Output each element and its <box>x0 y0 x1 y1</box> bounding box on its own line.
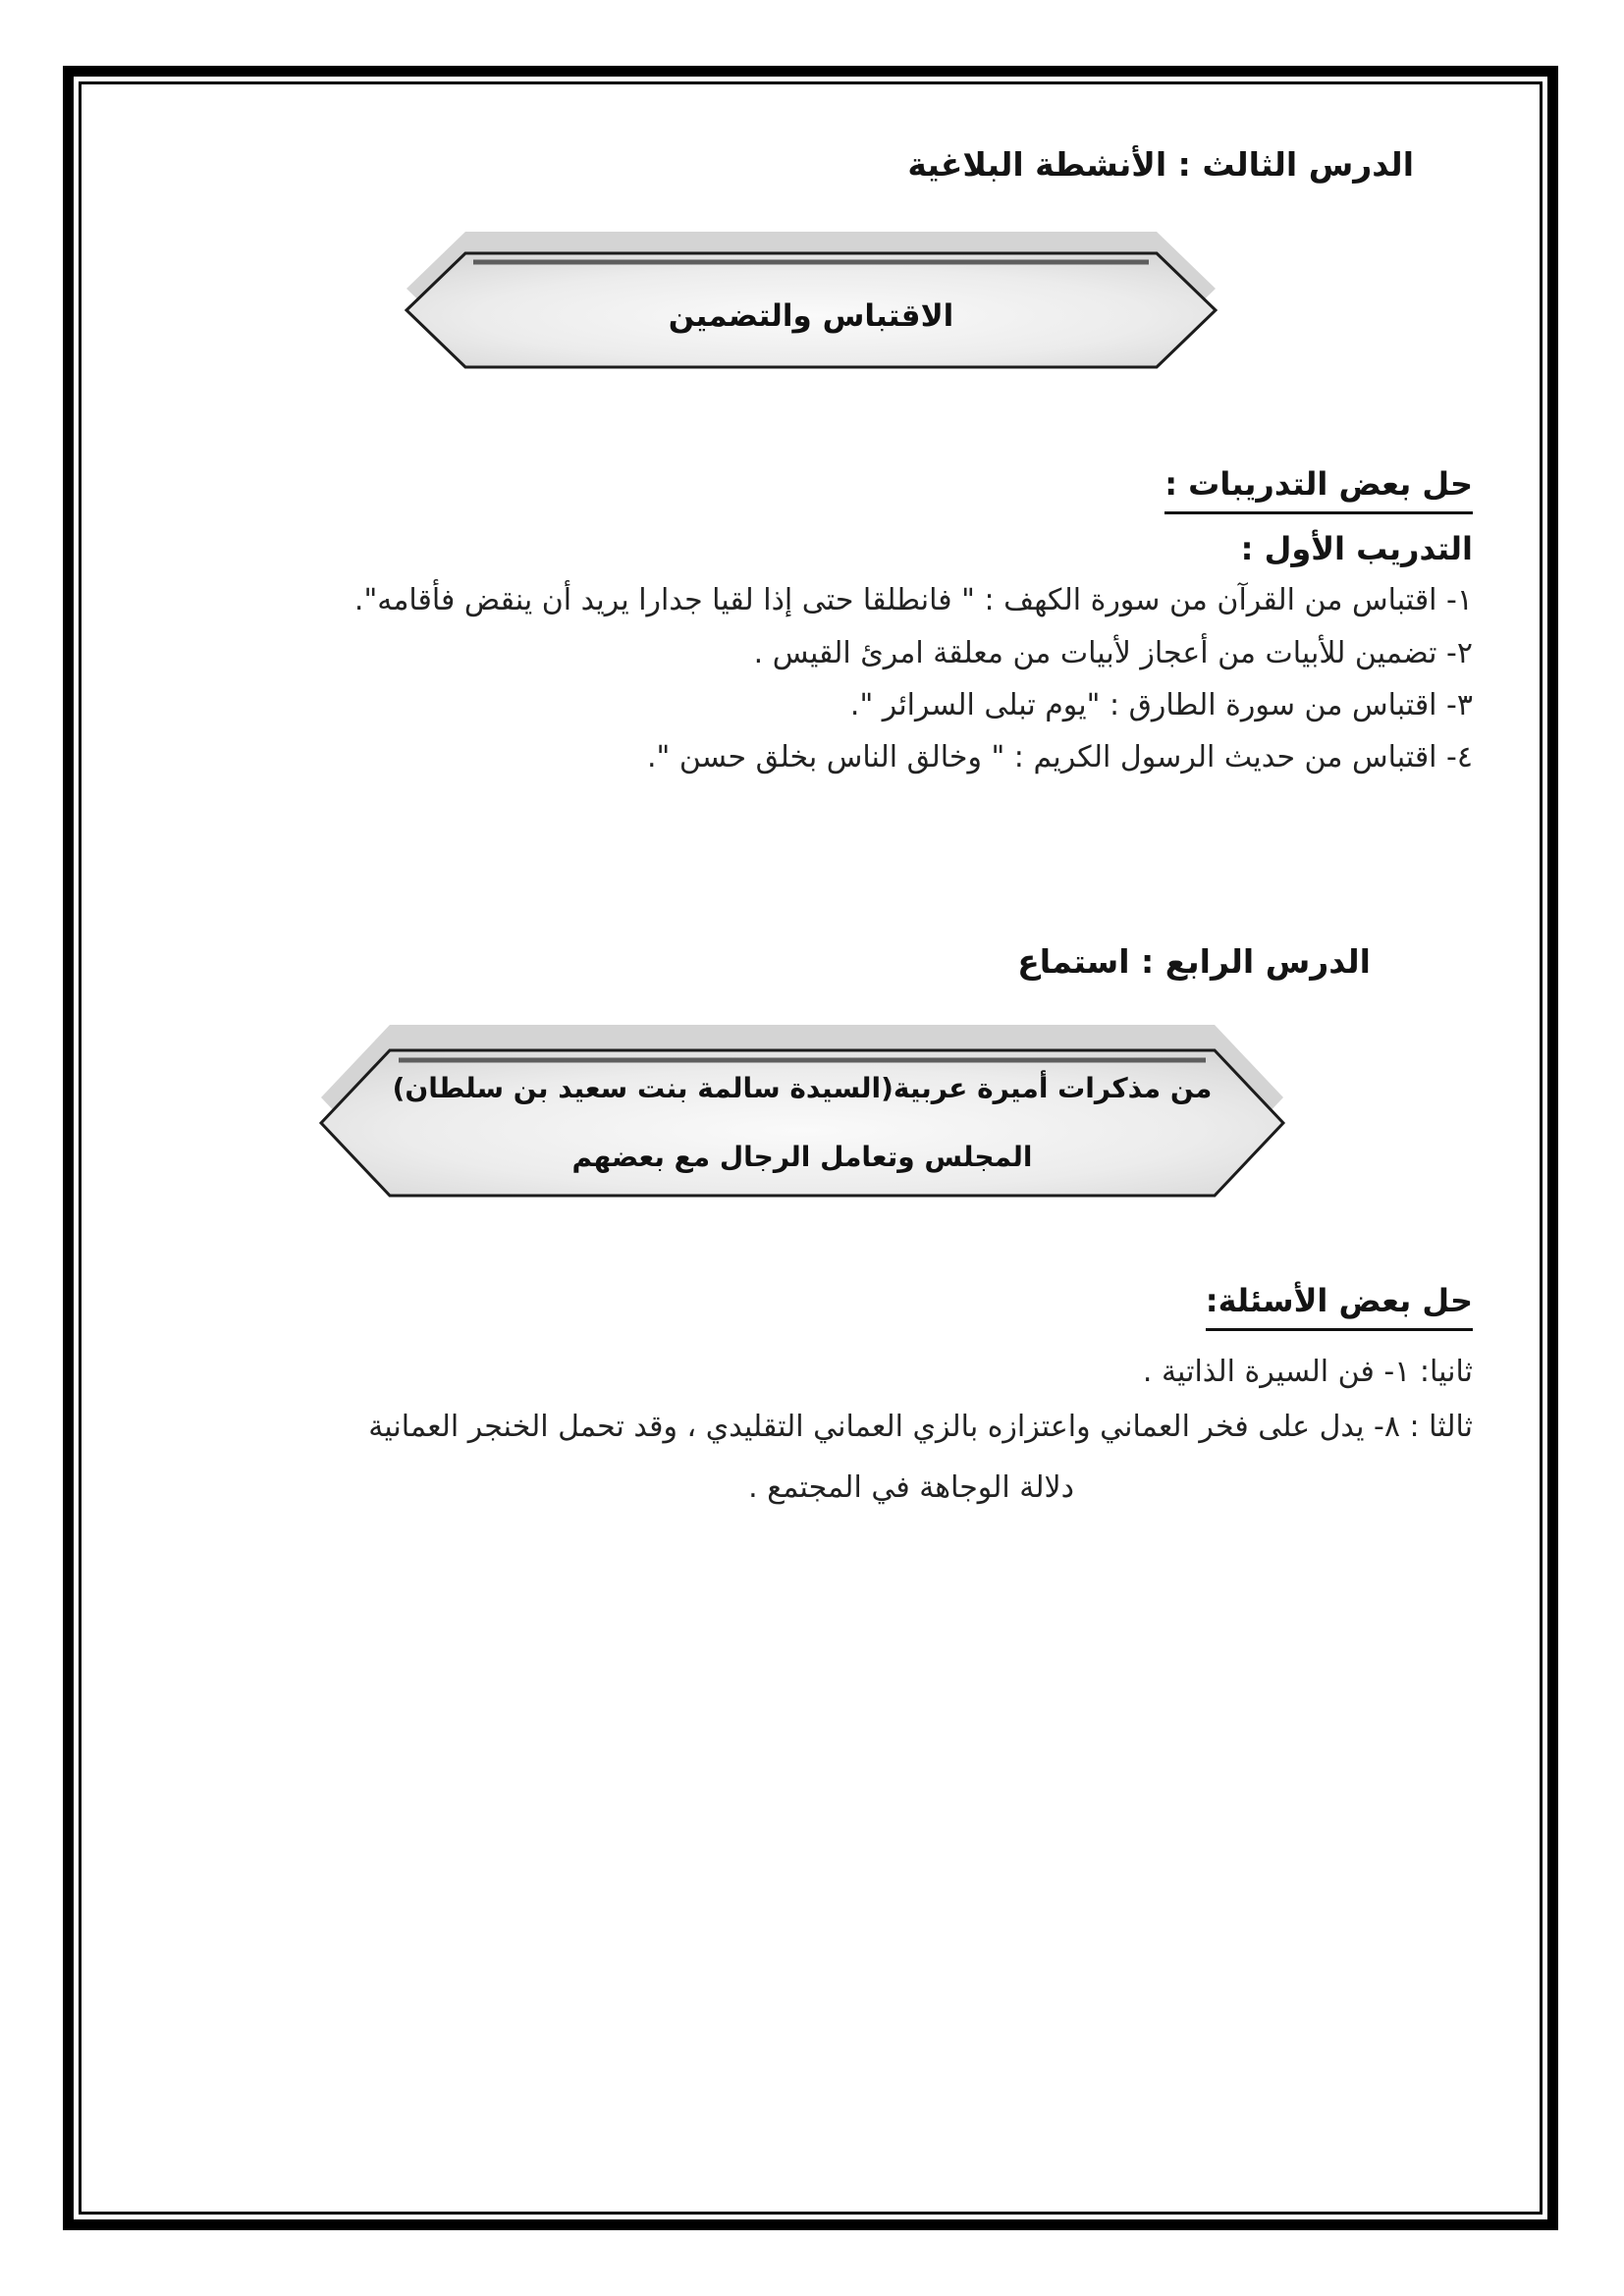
exercises-heading: حل بعض التدريبات : <box>1164 465 1473 514</box>
banner-memoirs-line1: من مذكرات أميرة عربية(السيدة سالمة بنت سعيد بن سلطان) <box>392 1072 1213 1104</box>
exercise-item: ٢- تضمين للأبيات من أعجاز لأبيات من معلقة امرئ القيس . <box>753 636 1473 670</box>
banner-memoirs-line2: المجلس وتعامل الرجال مع بعضهم <box>571 1141 1033 1173</box>
exercise-item: ٣- اقتباس من سورة الطارق : "يوم تبلى السرائر ". <box>849 688 1473 722</box>
banner-iqtibas-label: الاقتباس والتضمين <box>668 298 954 334</box>
banner-memoirs <box>316 1017 1288 1205</box>
questions-heading: حل بعض الأسئلة: <box>1206 1282 1473 1331</box>
exercise-item: ٤- اقتباس من حديث الرسول الكريم : " وخالق الناس بخلق حسن ". <box>647 740 1473 774</box>
exercise1-heading: التدريب الأول : <box>1240 530 1473 567</box>
answer-second: ثانيا: ١- فن السيرة الذاتية . <box>1142 1355 1473 1389</box>
answer-third-line1: ثالثا : ٨- يدل على فخر العماني واعتزازه بالزي العماني التقليدي ، وقد تحمل الخنجر العمانية <box>368 1410 1473 1444</box>
lesson4-title: الدرس الرابع : استماع <box>1017 942 1371 981</box>
lesson3-title: الدرس الثالث : الأنشطة البلاغية <box>907 145 1414 184</box>
banner-iqtibas <box>403 226 1219 373</box>
exercise-item: ١- اقتباس من القرآن من سورة الكهف : " فانطلقا حتى إذا لقيا جدارا يريد أن ينقض فأقامه". <box>353 583 1473 617</box>
answer-third-line2: دلالة الوجاهة في المجتمع . <box>748 1470 1074 1505</box>
banner-shape <box>316 1017 1288 1205</box>
